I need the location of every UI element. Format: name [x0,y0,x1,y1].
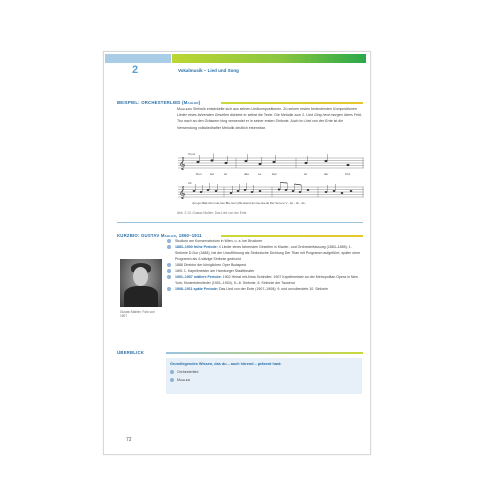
mahler-portrait [120,259,162,307]
lyric-syllable: ist [304,172,307,176]
bullet-icon [167,263,171,267]
kurzbio-bar [221,235,363,237]
bullet-icon [170,378,174,382]
lyric-syllable: der [324,172,329,176]
staff-2-tempo: Alt [188,181,192,185]
bullet-icon [167,275,171,279]
bio-item: 1883–1900 frühe Periode: 4 Lieder eines fahrenden Gesellen in Klavier- und Orchesterfassung (1883–1885); 1. Sinfonie D-Dur (1888), bei der Uraufführung als Sinfonische Dichtung Der Titan mit Programm aufgeführt, später ohne Programm als 4-sätzige Sinfonie gedruckt [167,244,363,262]
chapter-title: Vokalmusik – Lied und Song [178,68,239,73]
beispiel-text: Mahlers Sinfonik entwickelte sich aus seinen Liedkompositionen. Zu seinen ersten bedeutenden Kompositionen Lieder eines fahrenden Gesellen dichtete er selbst die Texte. Die Melodie zum 2. Lied Ging heut morgen übers Feld, Tou nach an den Grässern hing verwendet er in seiner ersten Sinfonie. Auch im Lied von der Erde ist die Verwendung volksliedhafter Melodik deutlich erkennbar. [177,107,362,130]
lyric-syllable: das [244,172,249,176]
bullet-icon [167,239,171,243]
bio-item: 1891 1. Kapellmeister am Hamburger Stadttheater [167,268,363,274]
staff-1-tempo: Tenor [188,152,196,156]
bio-item: Studium am Konservatorium in Wien, u. a. bei Bruckner [167,238,363,244]
bio-item: 1888 Direktor der königlichen Oper Budapest [167,262,363,268]
header-blue-bar [105,54,171,63]
staff-1-lyrics [196,172,351,176]
lyric-syllable: ist [224,172,227,176]
lyric-syllable: kel [210,172,214,176]
page-number: 72 [126,437,132,443]
music-staff-1 [176,150,366,178]
portrait-caption: Gustav Mahler, Foto von 1907 [120,310,155,319]
ueberblick-title: Grundlegendes Wissen, das du – auch hörend – präsent hast: [170,362,282,366]
lyric-syllable: Le [258,172,262,176]
beispiel-bar [221,102,363,104]
ueberblick-label: ÜBERBLICK [117,350,145,355]
svg-text:𝄞: 𝄞 [179,158,186,170]
bio-item: 1908–1911 späte Periode: Das Lied von der Erde (1907–1908); 9. und unvollendete 10. Sinfonie [167,286,363,292]
lyric-syllable: Tod. [345,172,351,176]
ueberblick-bar [166,352,363,354]
beispiel-caption: Abb. 2.13: Gustav Mahler, Das Lied von der Erde [177,211,247,215]
bullet-icon [167,269,171,273]
ueberblick-item: Mahler [170,378,190,382]
music-staff-2 [176,179,366,207]
header-gradient-bar [172,54,366,63]
bullet-icon [167,245,171,249]
svg-text:𝄞: 𝄞 [179,187,186,199]
bullet-icon [167,287,171,291]
beispiel-label: BEISPIEL: ORCHESTERLIED (Mahler) [117,100,201,105]
chapter-number: 2 [132,64,139,76]
bio-item: 1901–1907 mittlere Periode: 1902 Heirat mit Alma Schindler; 1907 Kapellmeister an der Metropolitan Opera in New York; Kindertotenlieder (1901–1904), 5.–8. Sinfonie, 8. Sinfonie der Tausend [167,274,363,286]
staff-2-lyrics: Jun-ge Mäd-chen ste-hen Blu-men pflü-ckend am Ge-sta-de Der Son-ne V - fer - tin - de, [192,201,306,205]
lyric-syllable: Dun [196,172,202,176]
kurzbio-list [167,238,363,292]
section-divider [117,222,363,223]
bullet-icon [170,370,174,374]
kurzbio-label: KURZBIO: GUSTAV Mahler, 1860–1911 [117,233,202,238]
ueberblick-item: Orchesterlied [170,370,198,374]
lyric-syllable: ben [272,172,278,176]
